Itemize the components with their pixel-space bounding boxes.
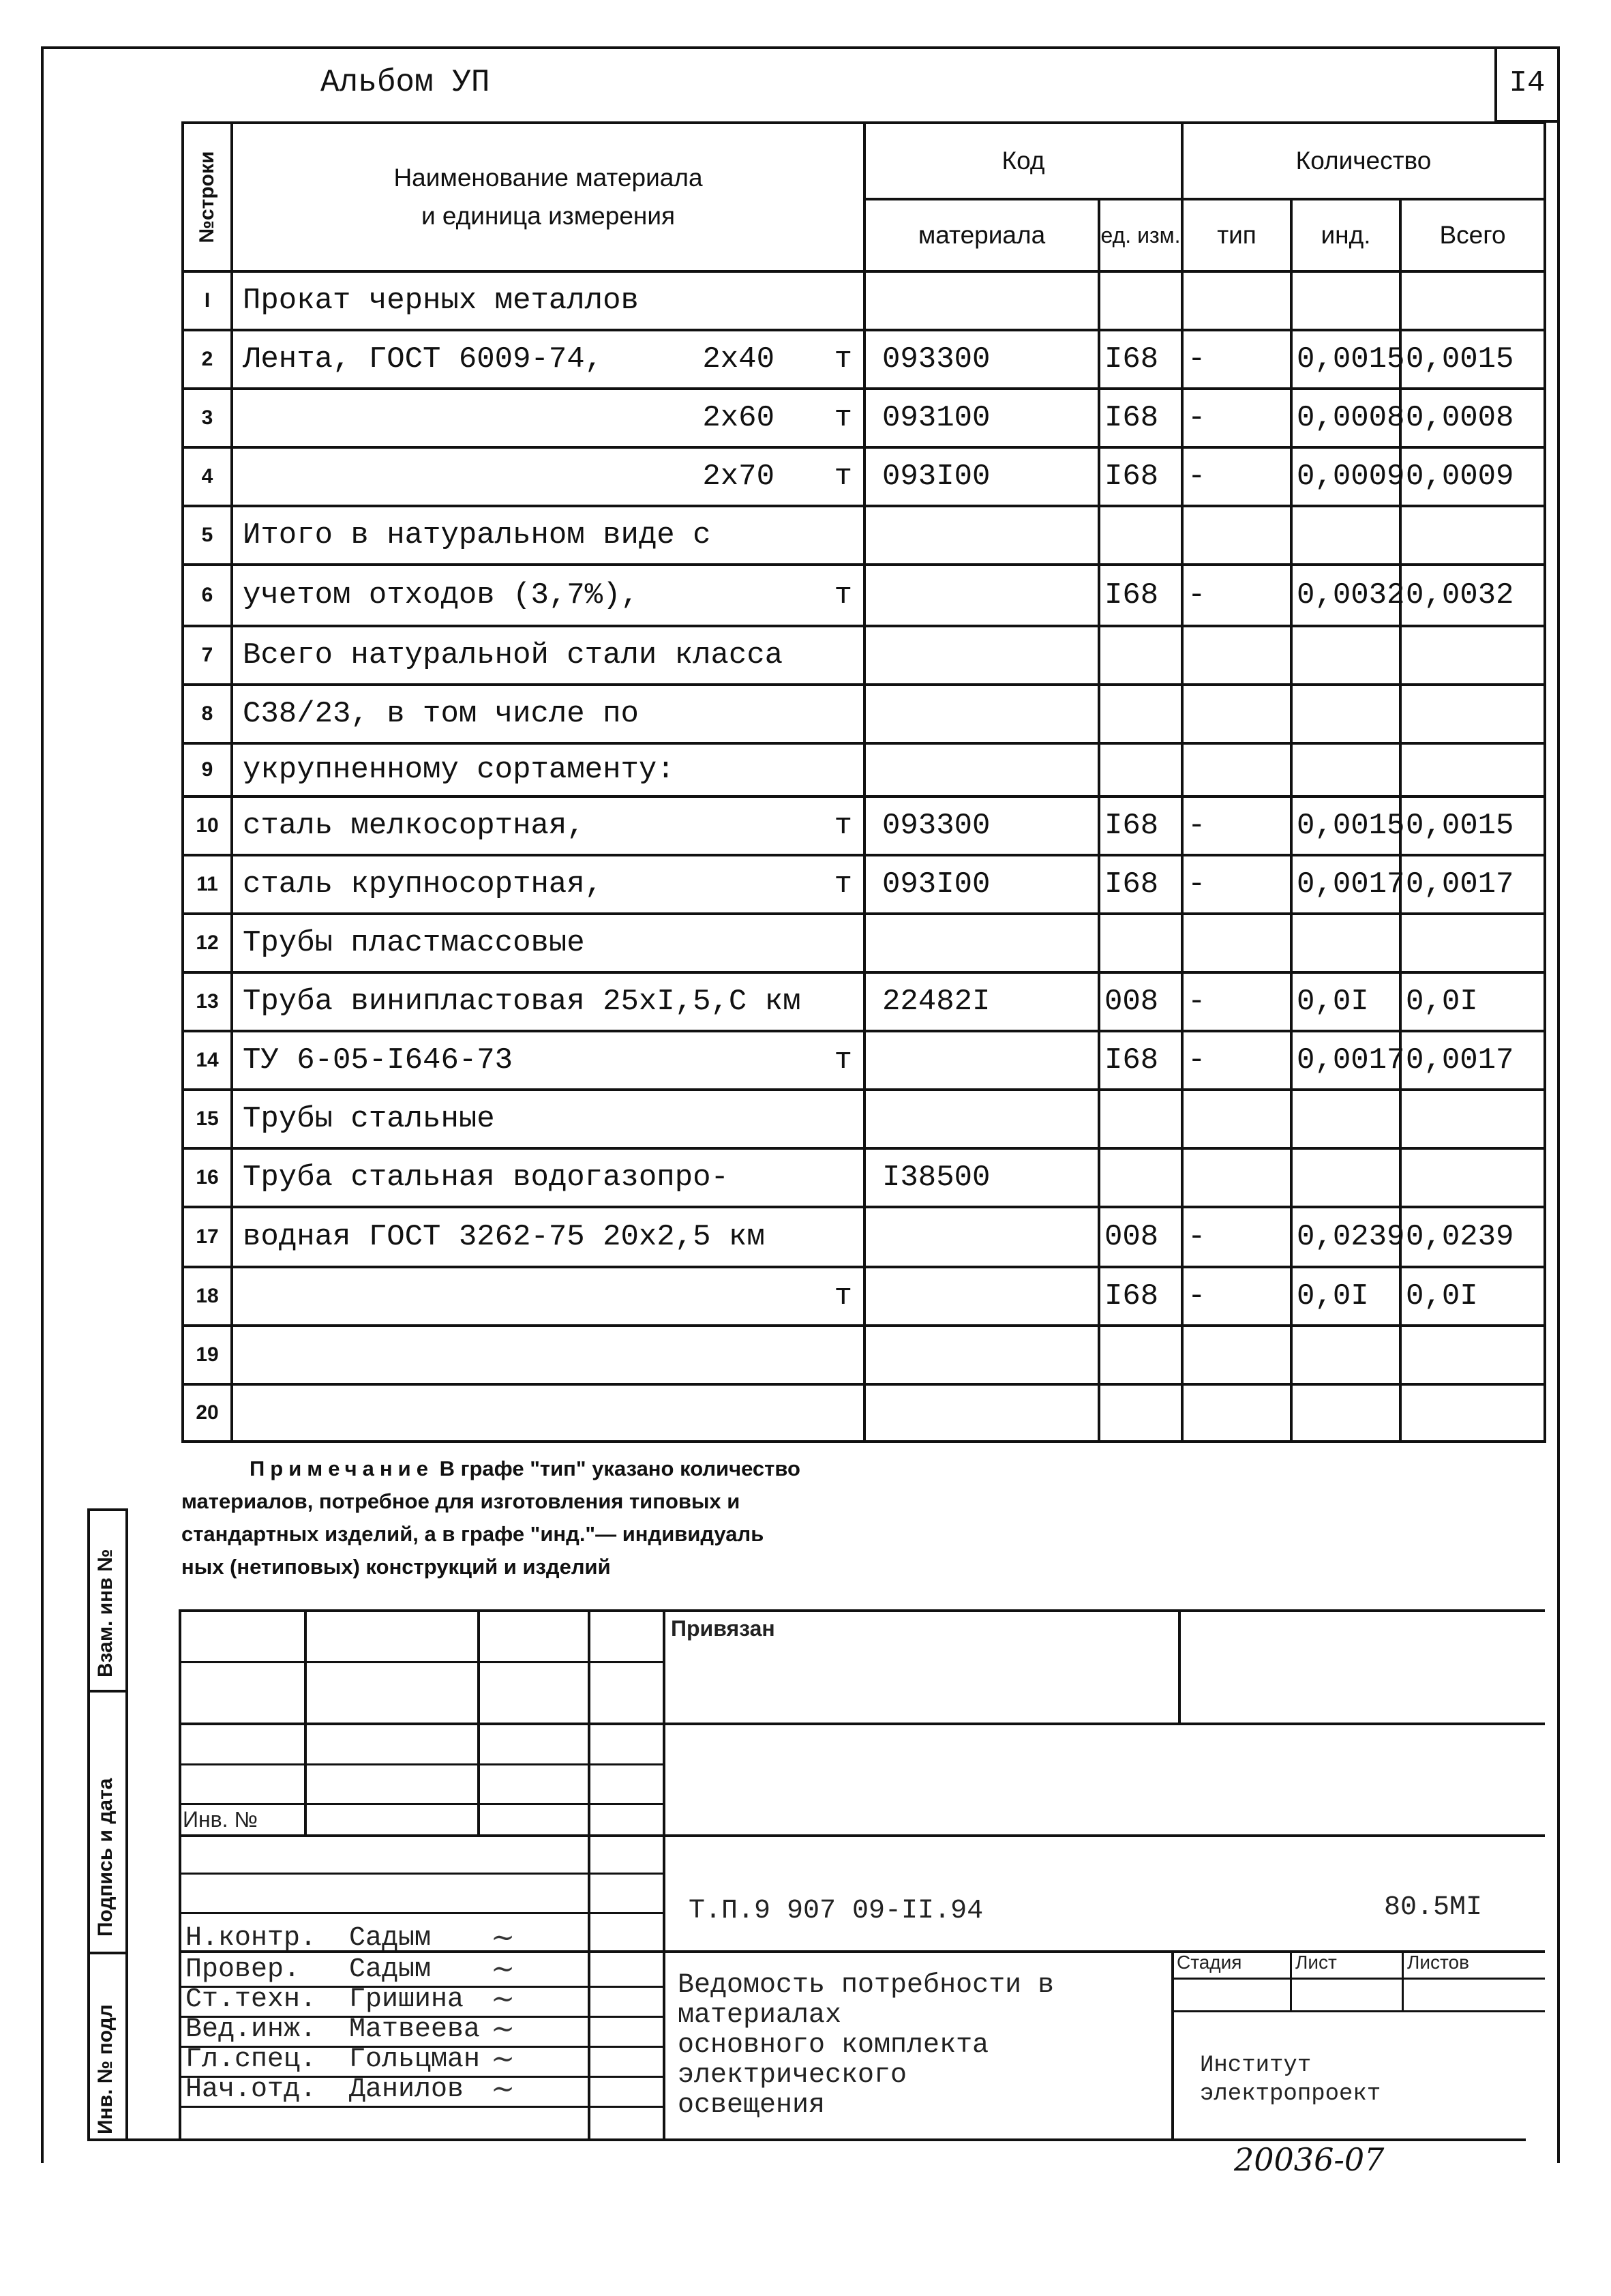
code-unit-header: ед. изм. [1099, 199, 1182, 271]
qty-ind [1291, 914, 1400, 972]
material-name-text: сталь крупносортная, [243, 867, 603, 901]
qty-ind: 0,0015 [1291, 796, 1400, 855]
row-number: 6 [183, 565, 232, 626]
table-row [183, 1326, 1545, 1384]
qty-total: 0,0017 [1400, 855, 1545, 914]
stage-label: Стадия [1177, 1952, 1242, 1973]
qty-tip [1182, 685, 1291, 743]
lists-label: Листов [1407, 1952, 1469, 1973]
material-code: 093100 [864, 389, 1099, 447]
org-line-1: Институт [1200, 2053, 1312, 2078]
qty-ind [1291, 506, 1400, 565]
table-row [183, 271, 1545, 330]
table-row [183, 1148, 1545, 1207]
material-name [232, 855, 864, 914]
material-name-text: водная ГОСТ 3262-75 20х2,5 км [243, 1220, 765, 1254]
row-number: I [183, 271, 232, 330]
material-name-text: Прокат черных металлов [243, 284, 639, 318]
drawing-number: 20036-07 [1234, 2141, 1385, 2178]
material-unit: т [834, 578, 852, 612]
table-row [183, 1090, 1545, 1148]
material-name [232, 972, 864, 1031]
qty-total [1400, 1090, 1545, 1148]
material-code [864, 1207, 1099, 1267]
qty-ind: 0,0239 [1291, 1207, 1400, 1267]
qty-total: 0,0I [1400, 972, 1545, 1031]
material-name [232, 271, 864, 330]
material-name [232, 1267, 864, 1326]
side-strip-right [125, 1508, 128, 2138]
qty-total [1400, 271, 1545, 330]
material-name [232, 389, 864, 447]
material-unit: т [834, 1043, 852, 1077]
qty-ind [1291, 685, 1400, 743]
qty-ind [1291, 1384, 1400, 1442]
qty-tip: - [1182, 1207, 1291, 1267]
qty-tip [1182, 506, 1291, 565]
footnote: Примечание В графе "тип" указано количество материалов, потребное для изготовления типовых и стандартных изделий, а в графе "инд."— индивидуаль ных (нетиповых) конструкций и изделий [181, 1457, 800, 1579]
unit-code: 008 [1099, 972, 1182, 1031]
document-title: Ведомость потребности в материалах основного комплекта электрического освещения [678, 1970, 1055, 2121]
material-code: 093I00 [864, 855, 1099, 914]
unit-code [1099, 506, 1182, 565]
qty-total [1400, 743, 1545, 796]
qty-tip [1182, 1384, 1291, 1442]
material-name-text: Всего натуральной стали класса [243, 638, 783, 672]
table-row [183, 389, 1545, 447]
row-number: 4 [183, 447, 232, 506]
row-number: 7 [183, 626, 232, 685]
qty-total: 0,0032 [1400, 565, 1545, 626]
row-number: 2 [183, 330, 232, 389]
qty-ind [1291, 271, 1400, 330]
table-row [183, 626, 1545, 685]
stamp-role: Гл.спец. [185, 2044, 317, 2075]
org-line-2: электропроект [1200, 2081, 1381, 2107]
unit-code [1099, 271, 1182, 330]
unit-code: I68 [1099, 855, 1182, 914]
stamp-person-name: Гришина [349, 1984, 464, 2015]
qty-tip: - [1182, 796, 1291, 855]
qty-ind [1291, 1326, 1400, 1384]
material-name [232, 1031, 864, 1090]
project-code: Т.П.9 907 09-II.94 [689, 1896, 984, 1926]
material-size: 2х70 [702, 460, 774, 494]
unit-code: I68 [1099, 1031, 1182, 1090]
table-row [183, 685, 1545, 743]
material-code [864, 626, 1099, 685]
table-row [183, 855, 1545, 914]
stamp-person-name: Матвеева [349, 2014, 481, 2045]
material-name-text: сталь мелкосортная, [243, 809, 585, 843]
unit-code: I68 [1099, 565, 1182, 626]
material-code [864, 1267, 1099, 1326]
unit-code [1099, 685, 1182, 743]
row-number: 3 [183, 389, 232, 447]
qty-ind-header: инд. [1291, 199, 1400, 271]
table-row [183, 1267, 1545, 1326]
qty-total: 0,0009 [1400, 447, 1545, 506]
unit-code: I68 [1099, 389, 1182, 447]
material-name [232, 1148, 864, 1207]
material-name [232, 914, 864, 972]
qty-tip: - [1182, 389, 1291, 447]
material-name [232, 330, 864, 389]
qty-ind: 0,0008 [1291, 389, 1400, 447]
row-number: 13 [183, 972, 232, 1031]
material-code: 093300 [864, 796, 1099, 855]
material-name-text: Труба стальная водогазопро- [243, 1161, 729, 1195]
unit-code: I68 [1099, 447, 1182, 506]
name-header: Наименование материала и единица измерения [232, 123, 864, 271]
table-row [183, 743, 1545, 796]
unit-code [1099, 914, 1182, 972]
qty-tip [1182, 271, 1291, 330]
unit-code [1099, 626, 1182, 685]
stamp-person-name: Гольцман [349, 2044, 481, 2075]
table-row [183, 330, 1545, 389]
signature-icon: ∼ [491, 2012, 515, 2045]
material-code [864, 914, 1099, 972]
qty-tip: - [1182, 1267, 1291, 1326]
qty-ind: 0,0I [1291, 1267, 1400, 1326]
row-number: 12 [183, 914, 232, 972]
row-number: 14 [183, 1031, 232, 1090]
unit-code: I68 [1099, 796, 1182, 855]
row-number: 16 [183, 1148, 232, 1207]
list-label: Лист [1295, 1952, 1337, 1973]
qty-total [1400, 1384, 1545, 1442]
row-number: 5 [183, 506, 232, 565]
material-code [864, 685, 1099, 743]
qty-tip: - [1182, 565, 1291, 626]
qty-total: 0,0I [1400, 1267, 1545, 1326]
qty-tip [1182, 914, 1291, 972]
unit-code: I68 [1099, 1267, 1182, 1326]
qty-total [1400, 914, 1545, 972]
qty-tip [1182, 1090, 1291, 1148]
material-name-text: Трубы пластмассовые [243, 926, 585, 960]
material-name-text: Трубы стальные [243, 1102, 495, 1136]
qty-total [1400, 1148, 1545, 1207]
material-name [232, 796, 864, 855]
signature-icon: ∼ [491, 1982, 515, 2015]
material-name [232, 1384, 864, 1442]
material-code: 22482I [864, 972, 1099, 1031]
row-number: 9 [183, 743, 232, 796]
row-number: 20 [183, 1384, 232, 1442]
qty-tip: - [1182, 855, 1291, 914]
unit-code [1099, 1384, 1182, 1442]
inv-no-label: Инв. № [183, 1807, 258, 1832]
material-code [864, 271, 1099, 330]
material-name [232, 1090, 864, 1148]
material-unit: т [834, 1279, 852, 1313]
stamp-person-name: Данилов [349, 2074, 464, 2105]
material-unit: т [834, 460, 852, 494]
unit-code: 008 [1099, 1207, 1182, 1267]
material-name [232, 626, 864, 685]
material-name-text: Труба винипластовая 25хI,5,С км [243, 985, 801, 1019]
qty-tip [1182, 1326, 1291, 1384]
qty-tip [1182, 743, 1291, 796]
material-code [864, 1326, 1099, 1384]
material-name [232, 447, 864, 506]
unit-code [1099, 743, 1182, 796]
qty-ind [1291, 1090, 1400, 1148]
privyazan-label: Привязан [671, 1616, 775, 1641]
row-number: 10 [183, 796, 232, 855]
row-number: 17 [183, 1207, 232, 1267]
stamp-role: Вед.инж. [185, 2014, 317, 2045]
table-row [183, 972, 1545, 1031]
material-name-text: С38/23, в том числе по [243, 697, 639, 731]
qty-ind [1291, 626, 1400, 685]
signature-icon: ∼ [491, 2072, 515, 2105]
side-label-inv-podl: Инв. № подл [94, 2004, 117, 2134]
material-name-text: Итого в натуральном виде с [243, 518, 711, 552]
qty-total [1400, 685, 1545, 743]
table-row [183, 447, 1545, 506]
unit-code: I68 [1099, 330, 1182, 389]
row-number: 18 [183, 1267, 232, 1326]
stamp-role: Н.контр. [185, 1923, 317, 1954]
qty-ind: 0,0I [1291, 972, 1400, 1031]
material-unit: т [834, 809, 852, 843]
material-code [864, 743, 1099, 796]
material-unit: т [834, 401, 852, 435]
row-number: 15 [183, 1090, 232, 1148]
table-row [183, 1207, 1545, 1267]
material-code [864, 1031, 1099, 1090]
side-label-vzam: Взам. инв № [94, 1549, 117, 1678]
material-name [232, 506, 864, 565]
material-name-text: укрупненному сортаменту: [243, 753, 675, 787]
qty-ind: 0,0017 [1291, 855, 1400, 914]
qty-tip [1182, 1148, 1291, 1207]
side-label-podpis: Подпись и дата [94, 1778, 117, 1937]
material-code: 093I00 [864, 447, 1099, 506]
material-size: 2х60 [702, 401, 774, 435]
table-row [183, 1384, 1545, 1442]
qty-ind: 0,0015 [1291, 330, 1400, 389]
table-row [183, 565, 1545, 626]
qty-total [1400, 626, 1545, 685]
qty-tip: - [1182, 330, 1291, 389]
material-code [864, 506, 1099, 565]
rownum-header: №строки [183, 123, 232, 271]
qty-tip-header: тип [1182, 199, 1291, 271]
material-code: 093300 [864, 330, 1099, 389]
qty-tip [1182, 626, 1291, 685]
row-number: 11 [183, 855, 232, 914]
material-name-text: Лента, ГОСТ 6009-74, [243, 342, 603, 376]
material-code: I38500 [864, 1148, 1099, 1207]
stamp-person-name: Садым [349, 1923, 432, 1954]
material-code [864, 565, 1099, 626]
table-row [183, 506, 1545, 565]
stamp-role: Ст.техн. [185, 1984, 317, 2015]
row-number: 8 [183, 685, 232, 743]
material-size: 2х40 [702, 342, 774, 376]
row-number: 19 [183, 1326, 232, 1384]
material-name [232, 743, 864, 796]
material-name-text: ТУ 6-05-I646-73 [243, 1043, 513, 1077]
qty-ind: 0,0017 [1291, 1031, 1400, 1090]
material-name [232, 1207, 864, 1267]
qty-tip: - [1182, 447, 1291, 506]
sheet-number: I4 [1494, 46, 1557, 123]
signature-icon: ∼ [491, 2042, 515, 2075]
qty-total: 0,0015 [1400, 796, 1545, 855]
material-name [232, 565, 864, 626]
material-code [864, 1090, 1099, 1148]
qty-total [1400, 506, 1545, 565]
materials-table [181, 121, 1546, 1443]
album-title: Альбом УП [320, 65, 490, 100]
stamp-role: Нач.отд. [185, 2074, 317, 2105]
signature-icon: ∼ [491, 1920, 515, 1954]
table-row [183, 796, 1545, 855]
signature-icon: ∼ [491, 1952, 515, 1985]
material-name [232, 685, 864, 743]
unit-code [1099, 1090, 1182, 1148]
qty-total [1400, 1326, 1545, 1384]
qty-ind: 0,0032 [1291, 565, 1400, 626]
qty-ind: 0,0009 [1291, 447, 1400, 506]
side-strip-left [87, 1508, 90, 2138]
qty-ind [1291, 743, 1400, 796]
qty-ind [1291, 1148, 1400, 1207]
material-code [864, 1384, 1099, 1442]
table-row [183, 914, 1545, 972]
project-suffix: 80.5МI [1384, 1892, 1483, 1923]
stamp-role: Провер. [185, 1954, 301, 1985]
unit-code [1099, 1326, 1182, 1384]
material-name [232, 1326, 864, 1384]
stamp-person-name: Садым [349, 1954, 432, 1985]
qty-total: 0,0008 [1400, 389, 1545, 447]
quantity-header: Количество [1182, 123, 1545, 199]
qty-total-header: Всего [1400, 199, 1545, 271]
qty-tip: - [1182, 972, 1291, 1031]
qty-tip: - [1182, 1031, 1291, 1090]
unit-code [1099, 1148, 1182, 1207]
material-unit: т [834, 342, 852, 376]
qty-total: 0,0017 [1400, 1031, 1545, 1090]
material-unit: т [834, 867, 852, 901]
table-row [183, 1031, 1545, 1090]
code-header: Код [864, 123, 1182, 199]
qty-total: 0,0239 [1400, 1207, 1545, 1267]
code-material-header: материала [864, 199, 1099, 271]
material-name-text: учетом отходов (3,7%), [243, 578, 639, 612]
qty-total: 0,0015 [1400, 330, 1545, 389]
